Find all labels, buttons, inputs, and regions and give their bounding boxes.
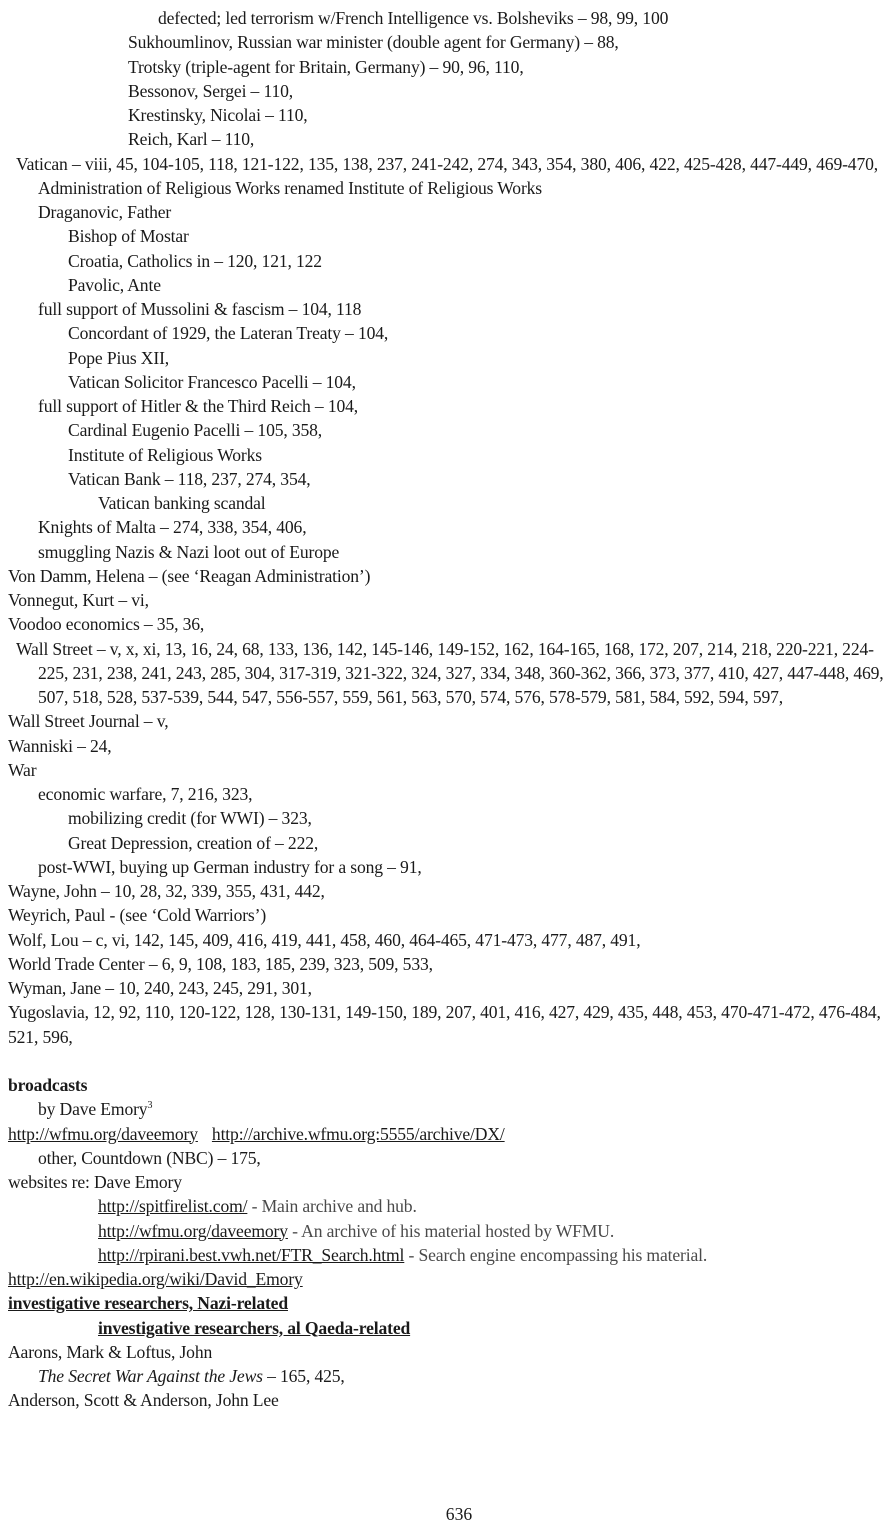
index-entry: World Trade Center – 6, 9, 108, 183, 185, 239, 323, 509, 533, [8,953,433,974]
website-entry [0,1243,884,1267]
index-entry: Administration of Religious Works renamed Institute of Religious Works [38,177,543,198]
wfmu-daveemory-link[interactable]: http://wfmu.org/daveemory [98,1220,288,1241]
index-entry: Aarons, Mark & Loftus, John [8,1341,213,1362]
website-description: - Search engine encompassing his material. [404,1244,708,1265]
index-entry: Croatia, Catholics in – 120, 121, 122 [68,250,322,271]
index-entry: Vatican Solicitor Francesco Pacelli – 104, [68,371,356,392]
index-entry: defected; led terrorism w/French Intelligence vs. Bolsheviks – 98, 99, 100 [158,8,669,28]
website-description: - An archive of his material hosted by WFMU. [287,1220,615,1241]
index-entry: Wolf, Lou – c, vi, 142, 145, 409, 416, 419, 441, 458, 460, 464-465, 471-473, 477, 487, 491, [8,929,641,950]
website-entry [0,1219,884,1243]
index-entry: Knights of Malta – 274, 338, 354, 406, [38,517,307,538]
section-heading-alqaeda-researchers: investigative researchers, al Qaeda-related [98,1317,411,1338]
book-entry [0,1364,884,1388]
index-entry: Draganovic, Father [38,202,172,222]
index-entry: Sukhoumlinov, Russian war minister (double agent for Germany) – 88, [128,32,619,53]
index-entry: Weyrich, Paul - (see ‘Cold Warriors’) [8,905,267,926]
index-entry-wall-street: Wall Street – v, x, xi, 13, 16, 24, 68, 133, 136, 142, 145-146, 149-152, 162, 164-165, 168, 172, 207, 214, 218, 220-221, 224-225, 231, 238, 241, 243, 285, 304, 317-319, 321-322, 324, 327, 334, 348, 360-362, 366, 373, 377, 410, 427, 447-448, 469, 507, 518, 528, 537-539, 544, 547, 556-557, 559, 561, 563, 570, 574, 576, 578-579, 581, 584, 592, 594, 597, [16,638,884,707]
page-number: 636 [445,1504,473,1524]
index-entry: Reich, Karl – 110, [128,129,255,150]
wiki-line [0,1267,884,1291]
wfmu-archive-link[interactable]: http://archive.wfmu.org:5555/archive/DX/ [211,1123,505,1144]
index-entry: economic warfare, 7, 216, 323, [38,784,253,804]
index-entry: Voodoo economics – 35, 36, [8,614,205,635]
index-entry: Anderson, Scott & Anderson, John Lee [8,1390,279,1411]
websites-label: websites re: Dave Emory [8,1172,182,1192]
index-entry: Cardinal Eugenio Pacelli – 105, 358, [68,420,323,441]
footnote-marker: 3 [147,1100,153,1112]
index-entry: Vatican Bank – 118, 237, 274, 354, [68,468,311,489]
website-description: - Main archive and hub. [247,1196,417,1217]
index-entry: Krestinsky, Nicolai – 110, [128,105,308,125]
index-entry: full support of Mussolini & fascism – 104, 118 [38,299,362,319]
index-entries [0,6,884,1413]
index-entry: other, Countdown (NBC) – 175, [38,1147,261,1168]
index-entry: War [8,759,37,780]
index-entry: full support of Hitler & the Third Reich – 104, [38,396,359,416]
index-entry: post-WWI, buying up German industry for a song – 91, [38,856,422,877]
website-entry [0,1194,884,1218]
wfmu-link[interactable]: http://wfmu.org/daveemory [8,1123,198,1144]
index-entry: Wanniski – 24, [8,735,112,756]
ftr-search-link[interactable]: http://rpirani.best.vwh.net/FTR_Search.html [98,1244,405,1265]
index-entry: Von Damm, Helena – (see ‘Reagan Administration’) [8,565,371,586]
book-title: The Secret War Against the Jews [38,1366,263,1386]
index-entry-yugoslavia: Yugoslavia, 12, 92, 110, 120-122, 128, 130-131, 149-150, 189, 207, 401, 416, 427, 429, 435, 448, 453, 470-471-472, 476-484, 521, 596, [8,1002,881,1047]
index-entry: Vatican banking scandal [98,493,266,513]
index-entry: Wall Street Journal – v, [8,711,169,732]
index-entry: Bishop of Mostar [68,226,189,247]
index-entry: Wayne, John – 10, 28, 32, 339, 355, 431, 442, [8,881,325,901]
index-entry: Pope Pius XII, [68,347,170,368]
index-entry-vatican: Vatican – viii, 45, 104-105, 118, 121-122, 135, 138, 237, 241-242, 274, 343, 354, 380, 406, 422, 425-428, 447-449, 469-470, [16,153,878,174]
index-entry: Concordant of 1929, the Lateran Treaty – 104, [68,323,389,344]
index-entry: smuggling Nazis & Nazi loot out of Europe [38,541,340,562]
index-entry: Bessonov, Sergei – 110, [128,80,293,101]
broadcasts-by-text: by Dave Emory [38,1099,148,1120]
index-entry: Trotsky (triple-agent for Britain, Germany) – 90, 96, 110, [128,56,524,77]
index-entry: Pavolic, Ante [68,274,161,295]
section-heading-nazi-researchers: investigative researchers, Nazi-related [8,1293,288,1314]
index-entry: Great Depression, creation of – 222, [68,832,319,853]
book-pages: – 165, 425, [262,1366,345,1386]
spitfirelist-link[interactable]: http://spitfirelist.com/ [98,1196,248,1217]
broadcasts-by-line [0,1097,884,1121]
index-entry: Wyman, Jane – 10, 240, 243, 245, 291, 301, [8,978,312,998]
index-entry: mobilizing credit (for WWI) – 323, [68,808,312,829]
index-entry: Vonnegut, Kurt – vi, [8,590,149,610]
spacer [0,1049,884,1073]
broadcast-urls-line [0,1122,884,1146]
index-entry: Institute of Religious Works [68,444,262,465]
wikipedia-link[interactable]: http://en.wikipedia.org/wiki/David_Emory [8,1269,303,1289]
section-heading-broadcasts: broadcasts [8,1075,88,1095]
